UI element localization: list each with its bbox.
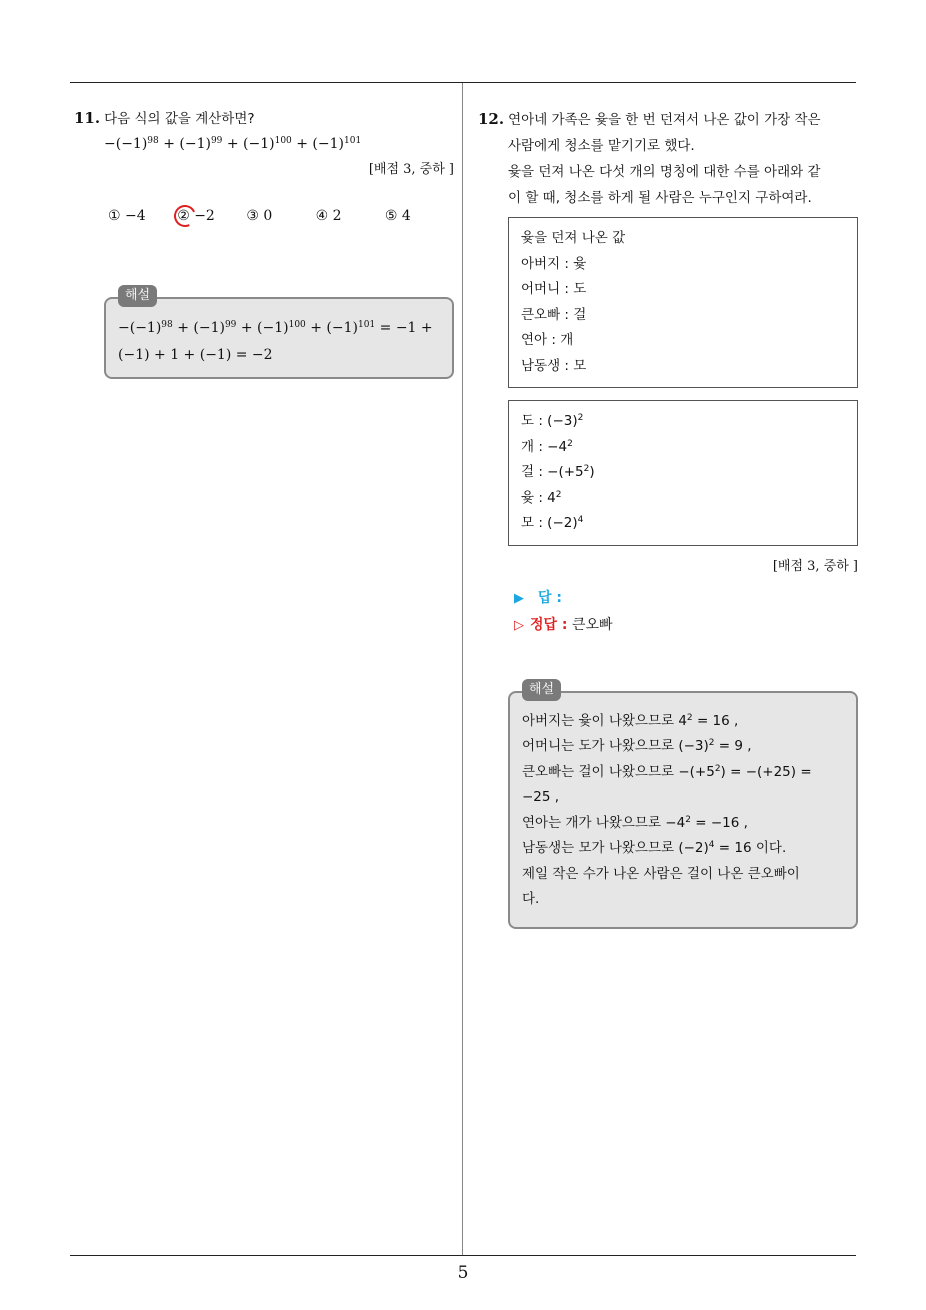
q11-points: [배점 3, 중하 ] bbox=[368, 162, 454, 177]
choice-2[interactable]: ② −2 bbox=[177, 204, 246, 229]
question-11 bbox=[74, 106, 454, 379]
choice-5[interactable]: ⑤ 4 bbox=[384, 208, 411, 224]
column-divider bbox=[462, 83, 463, 1255]
explain-box: 아버지는 윷이 나왔으므로 $4^2 = 16$ , 어머니는 도가 나왔으므로 $(-3)^2 = 9$ , 큰오빠는 걸이 나왔으므로 $-(+5^2) = -(+25)$ = −25 , 연아는 개가 나왔으므로 $-4^2 = -16$ , 남동생는 모가 나왔으므로 $(-2)^4 = 16$ 이다. 제일 작은 수가 나온 사람은 걸이 나온 큰오빠이 다. bbox=[508, 691, 858, 929]
explain-label: 해설 bbox=[118, 285, 157, 307]
page-number: 5 bbox=[457, 1263, 469, 1283]
question-12 bbox=[478, 106, 858, 929]
explain-line-1: $-(-1)^{98} + (-1)^{99} + (-1)^{100} + (-1)^{101} = -1$ + bbox=[118, 320, 433, 336]
answer-row[interactable]: ▶ 답 : bbox=[514, 589, 562, 606]
bottom-rule bbox=[70, 1255, 856, 1256]
q12-points: [배점 3, 중하 ] bbox=[772, 558, 858, 574]
q12-number: 12. bbox=[478, 110, 505, 128]
q12-question: 12. 연아네 가족은 윷을 한 번 던져서 나온 값이 가장 작은 사람에게 청소를 맡기기로 했다. 윷을 던져 나온 다섯 개의 명칭에 대한 수를 아래와 같 이 할 때, 청소를 하게 될 사람은 누구인지 구하여라. bbox=[478, 110, 821, 206]
yut-results-box: 윷을 던져 나온 값 아버지 : 윷 어머니 : 도 큰오빠 : 걸 연아 : 개 남동생 : 모 bbox=[508, 217, 858, 388]
correct-answer-row: ▷ 정답 : 큰오빠 bbox=[514, 616, 613, 633]
q11-expression: $-(-1)^{98} + (-1)^{99} + (-1)^{100} + (-1)^{101}$ bbox=[104, 136, 362, 152]
choice-1[interactable]: ① −4 bbox=[108, 208, 146, 224]
explain-line-2: (−1) + 1 + (−1) = −2 bbox=[118, 347, 273, 363]
explain-box bbox=[104, 297, 454, 379]
q11-header bbox=[74, 106, 454, 132]
play-triangle-icon: ▶ bbox=[514, 590, 524, 606]
choice-3[interactable]: ③ 0 bbox=[246, 208, 273, 224]
choice-4[interactable]: ④ 2 bbox=[315, 208, 342, 224]
q11-explanation bbox=[104, 288, 454, 379]
q11-question: 다음 식의 값을 계산하면? bbox=[104, 111, 255, 127]
outline-triangle-icon: ▷ bbox=[514, 617, 524, 633]
correct-answer-value: 큰오빠 bbox=[571, 616, 613, 633]
top-rule bbox=[70, 82, 856, 83]
explain-label: 해설 bbox=[522, 679, 561, 701]
q12-explanation bbox=[508, 681, 858, 929]
yut-values-box: 도 : $(-3)^2$ 개 : $-4^2$ 걸 : $-(+5^2)$ 윷 : $4^2$ 모 : $(-2)^4$ bbox=[508, 400, 858, 546]
q11-number: 11. bbox=[74, 109, 101, 127]
q11-choices bbox=[74, 204, 454, 229]
